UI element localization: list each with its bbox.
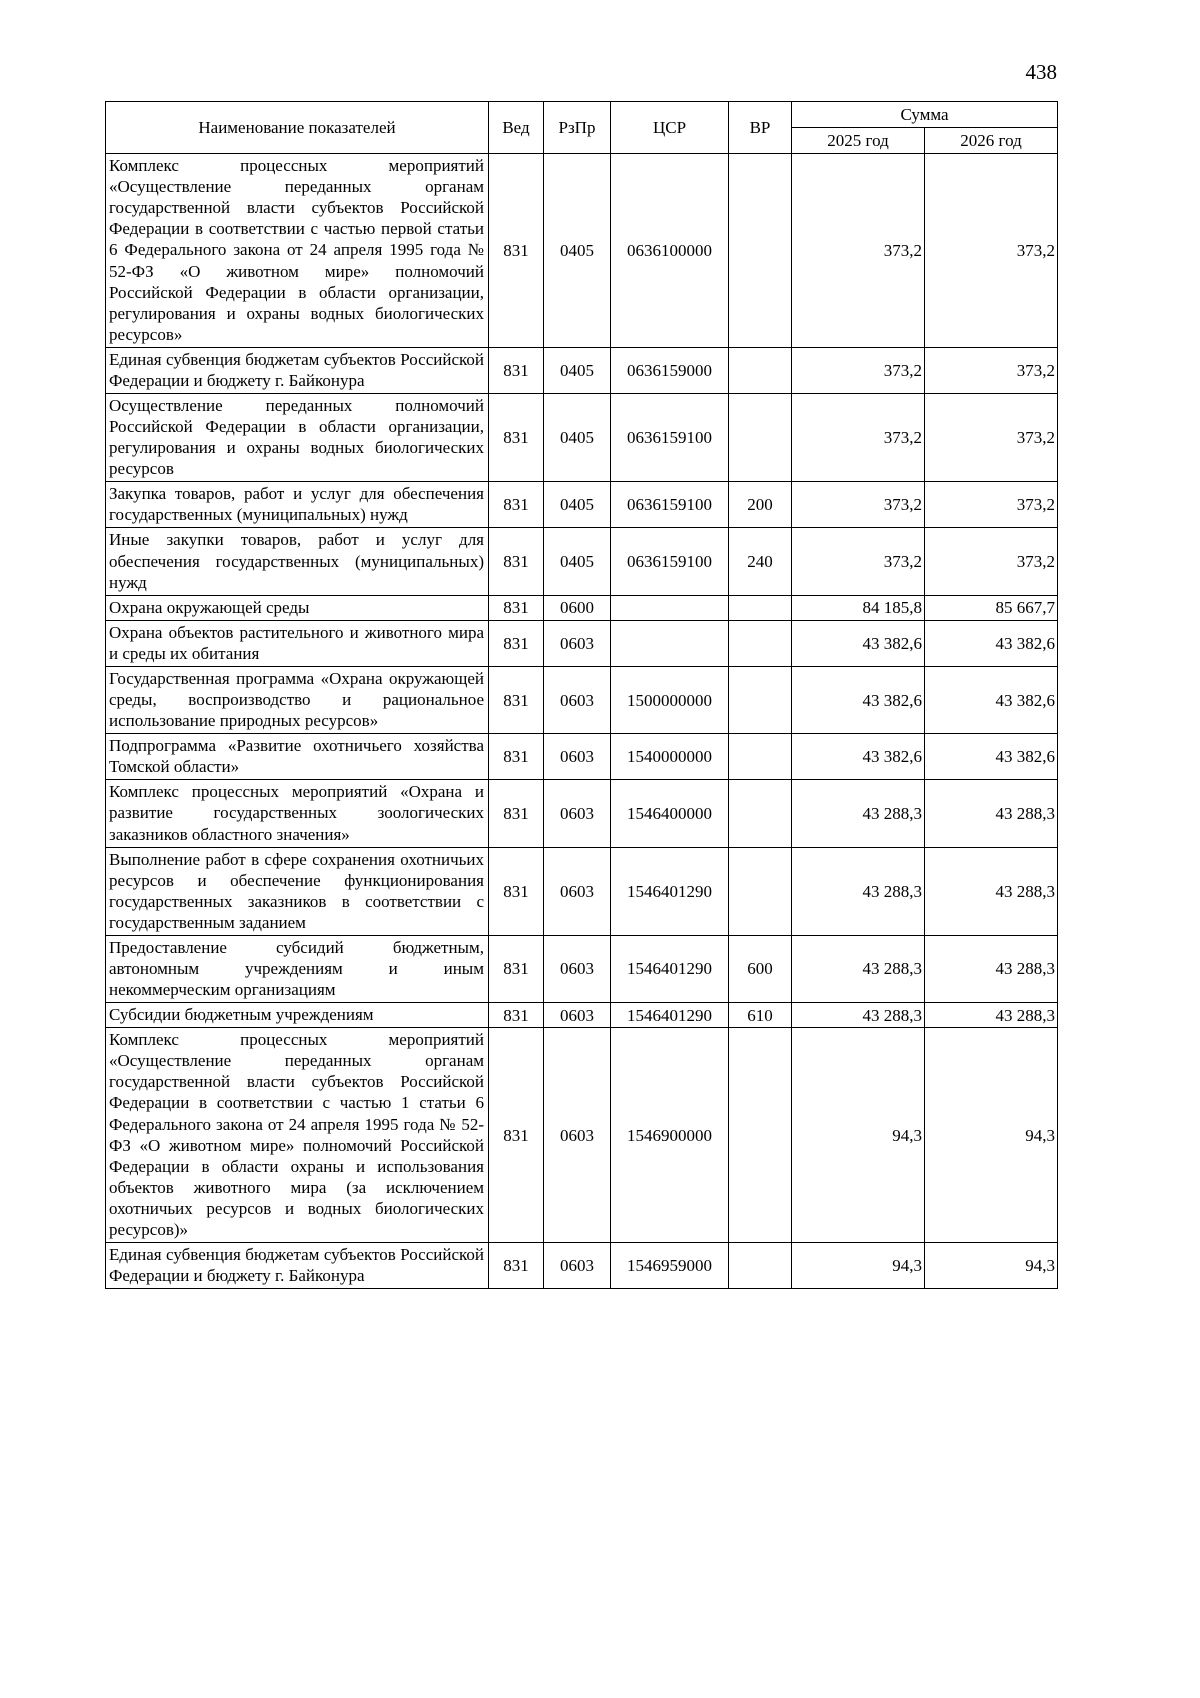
cell-y2026: 43 288,3 (925, 780, 1058, 847)
header-name: Наименование показателей (106, 102, 489, 154)
cell-y2026: 43 288,3 (925, 1003, 1058, 1028)
cell-csr: 0636159100 (611, 528, 729, 595)
cell-vr (729, 394, 792, 482)
cell-vr (729, 734, 792, 780)
cell-rzpr: 0603 (544, 780, 611, 847)
table-row (106, 847, 1058, 935)
cell-vr (729, 1242, 792, 1288)
cell-y2026: 373,2 (925, 394, 1058, 482)
cell-rzpr: 0603 (544, 1028, 611, 1243)
cell-csr: 1546400000 (611, 780, 729, 847)
cell-name: Комплекс процессных мероприятий «Осуществление переданных органам государственной власти субъектов Российской Федерации в соответствии с частью 1 статьи 6 Федерального закона от 24 апреля 1995 года № 52-ФЗ «О животном мире» полномочий Российской Федерации в области охраны и использования объектов животного мира (за исключением охотничьих ресурсов и водных биологических ресурсов)» (106, 1028, 489, 1243)
cell-ved: 831 (489, 1003, 544, 1028)
cell-name: Единая субвенция бюджетам субъектов Российской Федерации и бюджету г. Байконура (106, 1242, 489, 1288)
cell-y2026: 373,2 (925, 347, 1058, 393)
cell-vr: 600 (729, 935, 792, 1002)
cell-name: Иные закупки товаров, работ и услуг для обеспечения государственных (муниципальных) нужд (106, 528, 489, 595)
cell-y2025: 43 382,6 (792, 666, 925, 733)
cell-csr: 0636100000 (611, 154, 729, 348)
cell-csr: 1540000000 (611, 734, 729, 780)
cell-y2025: 373,2 (792, 154, 925, 348)
header-rzpr: РзПр (544, 102, 611, 154)
cell-csr: 1546900000 (611, 1028, 729, 1243)
cell-ved: 831 (489, 847, 544, 935)
cell-y2026: 43 288,3 (925, 847, 1058, 935)
cell-ved: 831 (489, 666, 544, 733)
cell-ved: 831 (489, 154, 544, 348)
cell-name: Закупка товаров, работ и услуг для обеспечения государственных (муниципальных) нужд (106, 482, 489, 528)
table-row (106, 734, 1058, 780)
cell-rzpr: 0603 (544, 1003, 611, 1028)
cell-y2025: 43 382,6 (792, 734, 925, 780)
cell-rzpr: 0405 (544, 482, 611, 528)
cell-y2026: 373,2 (925, 528, 1058, 595)
cell-ved: 831 (489, 595, 544, 620)
cell-vr (729, 780, 792, 847)
cell-y2025: 94,3 (792, 1242, 925, 1288)
cell-y2025: 43 288,3 (792, 847, 925, 935)
cell-ved: 831 (489, 780, 544, 847)
header-ved: Вед (489, 102, 544, 154)
cell-csr (611, 620, 729, 666)
table-row (106, 666, 1058, 733)
document-page (105, 0, 1057, 1289)
cell-ved: 831 (489, 620, 544, 666)
cell-csr: 1546401290 (611, 1003, 729, 1028)
cell-rzpr: 0600 (544, 595, 611, 620)
table-row (106, 1003, 1058, 1028)
cell-ved: 831 (489, 1242, 544, 1288)
header-summa: Сумма (792, 102, 1058, 128)
cell-y2026: 43 382,6 (925, 620, 1058, 666)
header-year-2025: 2025 год (792, 128, 925, 154)
cell-csr: 0636159100 (611, 394, 729, 482)
cell-rzpr: 0603 (544, 620, 611, 666)
cell-vr: 610 (729, 1003, 792, 1028)
table-row (106, 780, 1058, 847)
cell-vr: 200 (729, 482, 792, 528)
table-row (106, 1028, 1058, 1243)
cell-y2025: 373,2 (792, 528, 925, 595)
cell-name: Комплекс процессных мероприятий «Охрана и развитие государственных зоологических заказников областного значения» (106, 780, 489, 847)
cell-rzpr: 0603 (544, 1242, 611, 1288)
cell-name: Комплекс процессных мероприятий «Осуществление переданных органам государственной власти субъектов Российской Федерации в соответствии с частью первой статьи 6 Федерального закона от 24 апреля 1995 года № 52-ФЗ «О животном мире» полномочий Российской Федерации в области организации, регулирования и охраны водных биологических ресурсов» (106, 154, 489, 348)
cell-vr (729, 620, 792, 666)
table-row (106, 154, 1058, 348)
cell-vr: 240 (729, 528, 792, 595)
cell-y2025: 373,2 (792, 394, 925, 482)
cell-rzpr: 0405 (544, 347, 611, 393)
cell-name: Охрана объектов растительного и животного мира и среды их обитания (106, 620, 489, 666)
cell-y2025: 373,2 (792, 482, 925, 528)
cell-ved: 831 (489, 935, 544, 1002)
cell-y2025: 94,3 (792, 1028, 925, 1243)
cell-csr: 1500000000 (611, 666, 729, 733)
cell-y2026: 373,2 (925, 482, 1058, 528)
cell-y2025: 84 185,8 (792, 595, 925, 620)
cell-y2025: 43 288,3 (792, 1003, 925, 1028)
cell-csr: 1546959000 (611, 1242, 729, 1288)
cell-rzpr: 0405 (544, 154, 611, 348)
cell-y2026: 43 382,6 (925, 734, 1058, 780)
cell-y2025: 43 288,3 (792, 780, 925, 847)
budget-table (105, 101, 1058, 1289)
cell-csr: 1546401290 (611, 935, 729, 1002)
table-row (106, 935, 1058, 1002)
cell-name: Выполнение работ в сфере сохранения охотничьих ресурсов и обеспечение функционирования государственных заказников в соответствии с государственным заданием (106, 847, 489, 935)
table-row (106, 1242, 1058, 1288)
cell-y2026: 85 667,7 (925, 595, 1058, 620)
cell-rzpr: 0405 (544, 528, 611, 595)
cell-rzpr: 0603 (544, 847, 611, 935)
cell-y2025: 43 382,6 (792, 620, 925, 666)
header-vr: ВР (729, 102, 792, 154)
page-number: 438 (1025, 60, 1057, 84)
cell-ved: 831 (489, 394, 544, 482)
header-year-2026: 2026 год (925, 128, 1058, 154)
cell-ved: 831 (489, 347, 544, 393)
table-header (106, 102, 1058, 154)
cell-ved: 831 (489, 1028, 544, 1243)
cell-name: Единая субвенция бюджетам субъектов Российской Федерации и бюджету г. Байконура (106, 347, 489, 393)
cell-rzpr: 0603 (544, 935, 611, 1002)
cell-rzpr: 0603 (544, 666, 611, 733)
cell-y2026: 373,2 (925, 154, 1058, 348)
cell-vr (729, 1028, 792, 1243)
cell-csr: 1546401290 (611, 847, 729, 935)
table-row (106, 482, 1058, 528)
cell-name: Предоставление субсидий бюджетным, автономным учреждениям и иным некоммерческим организациям (106, 935, 489, 1002)
header-csr: ЦСР (611, 102, 729, 154)
cell-vr (729, 154, 792, 348)
table-row (106, 620, 1058, 666)
cell-name: Осуществление переданных полномочий Российской Федерации в области организации, регулирования и охраны водных биологических ресурсов (106, 394, 489, 482)
cell-name: Охрана окружающей среды (106, 595, 489, 620)
table-row (106, 528, 1058, 595)
cell-y2025: 373,2 (792, 347, 925, 393)
cell-ved: 831 (489, 528, 544, 595)
cell-csr: 0636159000 (611, 347, 729, 393)
table-row (106, 394, 1058, 482)
cell-y2025: 43 288,3 (792, 935, 925, 1002)
table-row (106, 347, 1058, 393)
cell-y2026: 94,3 (925, 1242, 1058, 1288)
cell-y2026: 94,3 (925, 1028, 1058, 1243)
cell-vr (729, 847, 792, 935)
table-row (106, 595, 1058, 620)
cell-vr (729, 666, 792, 733)
cell-vr (729, 347, 792, 393)
cell-csr (611, 595, 729, 620)
cell-name: Подпрограмма «Развитие охотничьего хозяйства Томской области» (106, 734, 489, 780)
cell-y2026: 43 288,3 (925, 935, 1058, 1002)
table-body (106, 154, 1058, 1289)
cell-ved: 831 (489, 734, 544, 780)
cell-vr (729, 595, 792, 620)
cell-name: Государственная программа «Охрана окружающей среды, воспроизводство и рациональное использование природных ресурсов» (106, 666, 489, 733)
cell-name: Субсидии бюджетным учреждениям (106, 1003, 489, 1028)
cell-rzpr: 0603 (544, 734, 611, 780)
cell-ved: 831 (489, 482, 544, 528)
cell-csr: 0636159100 (611, 482, 729, 528)
cell-rzpr: 0405 (544, 394, 611, 482)
cell-y2026: 43 382,6 (925, 666, 1058, 733)
